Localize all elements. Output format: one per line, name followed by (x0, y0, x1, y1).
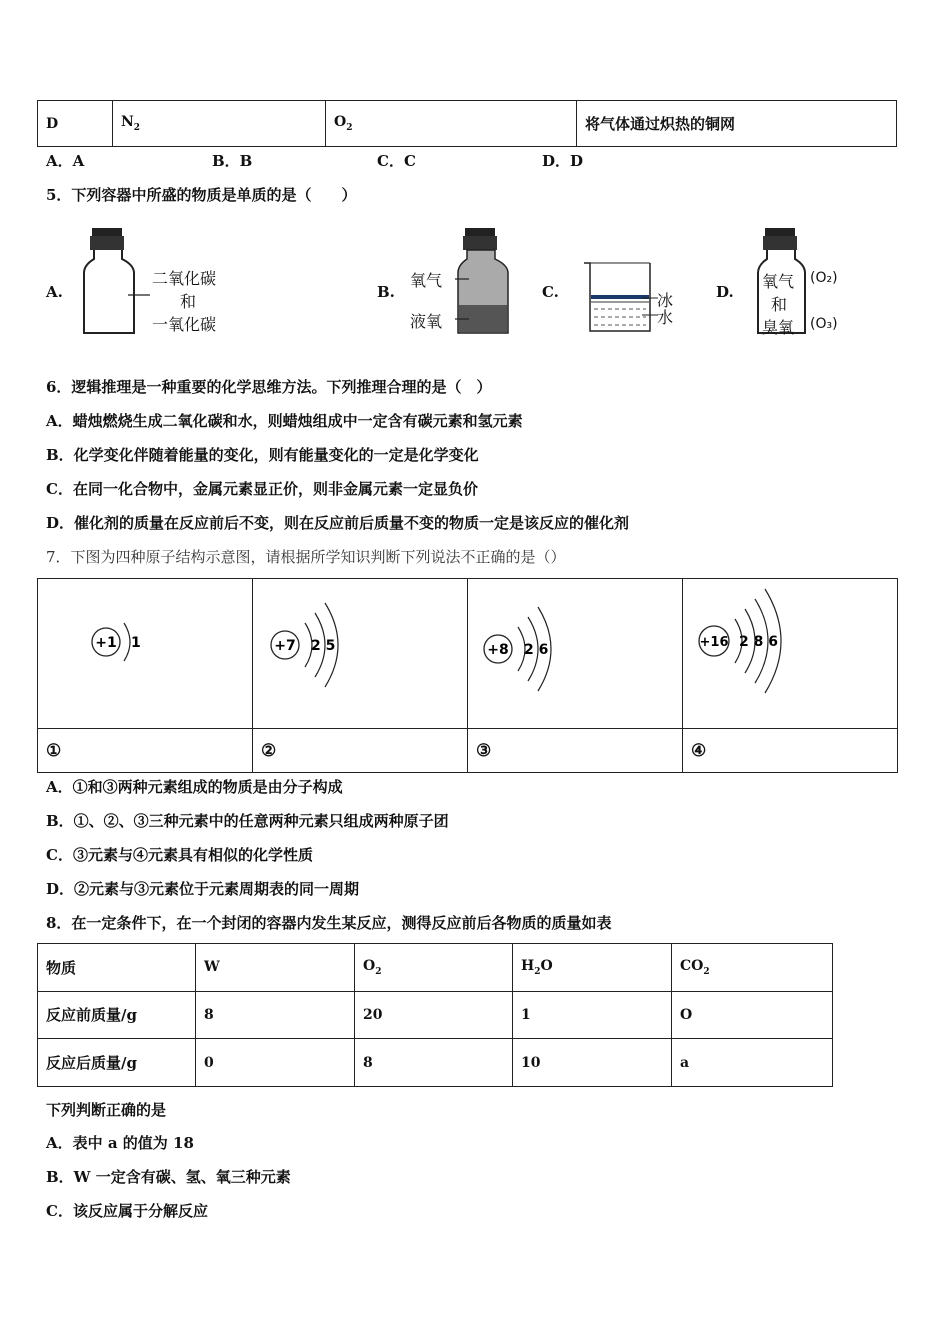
q8-cell: 10 (513, 1039, 672, 1087)
q6-option-d[interactable]: D．催化剂的质量在反应前后不变，则在反应前后质量不变的物质一定是该反应的催化剂 (46, 514, 630, 532)
q5-d-label-1: 氧气 (762, 272, 795, 291)
q8-header-w: W (196, 944, 355, 992)
q7-atom-cell-1 (38, 579, 253, 729)
q5-option-b[interactable]: B. (377, 283, 395, 301)
q8-cell: 20 (355, 991, 513, 1039)
q5-option-c[interactable]: C. (542, 283, 559, 301)
q5-a-label-2: 和 (180, 292, 197, 311)
q8-header-h2o: $H_2O$ (513, 944, 672, 992)
top-table (37, 100, 897, 147)
q5-a-label-3: 一氧化碳 (152, 315, 217, 334)
q4-option-c[interactable]: C．C (377, 152, 416, 170)
q7-atom-table (37, 578, 898, 773)
q4-option-b[interactable]: B．B (212, 152, 253, 170)
q4-option-d[interactable]: D．D (542, 152, 584, 170)
q6-stem: 6．逻辑推理是一种重要的化学思维方法。下列推理合理的是（ ） (46, 378, 492, 396)
q7-atom-4-diagram (683, 579, 897, 724)
q8-row-after (38, 1039, 833, 1087)
q8-stem: 8．在一定条件下，在一个封闭的容器内发生某反应，测得反应前后各物质的质量如表 (46, 914, 612, 932)
q5-beaker-c-figure (580, 255, 660, 335)
q8-mass-table (37, 943, 833, 1087)
q7-atom-2-shells: 2 5 (311, 638, 336, 654)
q5-option-a[interactable]: A. (46, 283, 63, 301)
q7-atom-3-diagram (468, 579, 682, 724)
q7-option-b[interactable]: B．①、②、③三种元素中的任意两种元素只组成两种原子团 (46, 812, 449, 830)
q8-header-co2: $CO_2$ (672, 944, 833, 992)
q5-option-d[interactable]: D. (716, 283, 734, 301)
q7-atom-2-diagram (253, 579, 467, 724)
q7-label-1: ① (38, 729, 253, 773)
q7-atom-cell-3 (468, 579, 683, 729)
q8-cell: 反应前质量/g (38, 991, 196, 1039)
q8-cell: 反应后质量/g (38, 1039, 196, 1087)
q7-atom-cell-2 (253, 579, 468, 729)
q7-atom-cell-4 (683, 579, 898, 729)
top-table-substance: $N_2$ (113, 101, 326, 147)
q5-c-label-ice: 冰 (657, 291, 674, 310)
q8-cell: O (672, 991, 833, 1039)
q8-cell: 8 (355, 1039, 513, 1087)
q7-atom-2-nucleus: +7 (274, 638, 296, 654)
q5-c-label-water: 水 (657, 308, 674, 327)
q5-d-formula-1: (O₂) (810, 270, 838, 286)
q8-row-before (38, 991, 833, 1039)
q7-option-c[interactable]: C．③元素与④元素具有相似的化学性质 (46, 846, 313, 864)
q5-a-label-1: 二氧化碳 (152, 269, 217, 288)
q8-header-substance: 物质 (38, 944, 196, 992)
q5-b-label-oxygen: 氧气 (410, 271, 443, 290)
top-table-method: 将气体通过炽热的铜网 (577, 101, 897, 147)
q7-atom-4-nucleus: +16 (699, 635, 729, 650)
q8-follow-text: 下列判断正确的是 (46, 1101, 167, 1119)
q8-cell: 8 (196, 991, 355, 1039)
q7-atom-4-shells: 2 8 6 (739, 634, 778, 650)
q7-label-3: ③ (468, 729, 683, 773)
q8-header-row (38, 944, 833, 992)
q7-atom-1-diagram (38, 579, 252, 724)
q8-cell: 0 (196, 1039, 355, 1087)
q5-b-label-liquid: 液氧 (410, 312, 443, 331)
q8-header-o2: $O_2$ (355, 944, 513, 992)
q7-label-4: ④ (683, 729, 898, 773)
q5-d-formula-2: (O₃) (810, 316, 838, 332)
q7-option-d[interactable]: D．②元素与③元素位于元素周期表的同一周期 (46, 880, 360, 898)
q8-option-a[interactable]: A．表中 a 的值为 18 (46, 1134, 194, 1152)
q6-option-c[interactable]: C．在同一化合物中，金属元素显正价，则非金属元素一定显负价 (46, 480, 478, 498)
q7-option-a[interactable]: A．①和③两种元素组成的物质是由分子构成 (46, 778, 343, 796)
q5-bottle-b-figure (455, 225, 515, 337)
q5-d-label-2: 和 (771, 295, 788, 314)
top-table-impurity: $O_2$ (326, 101, 577, 147)
q7-label-2: ② (253, 729, 468, 773)
q7-atom-1-nucleus: +1 (95, 635, 117, 651)
q5-d-label-3: 臭氧 (762, 318, 795, 337)
top-table-letter: D (38, 101, 113, 147)
q6-option-b[interactable]: B．化学变化伴随着能量的变化，则有能量变化的一定是化学变化 (46, 446, 479, 464)
q7-atom-3-shells: 2 6 (524, 642, 549, 658)
q7-atom-1-shells: 1 (131, 635, 141, 651)
q8-cell: a (672, 1039, 833, 1087)
q8-option-c[interactable]: C．该反应属于分解反应 (46, 1202, 208, 1220)
q7-atom-3-nucleus: +8 (487, 642, 509, 658)
q8-cell: 1 (513, 991, 672, 1039)
q5-stem: 5．下列容器中所盛的物质是单质的是（ ） (46, 186, 357, 204)
q4-option-a[interactable]: A．A (46, 152, 85, 170)
q8-option-b[interactable]: B．W 一定含有碳、氢、氧三种元素 (46, 1168, 291, 1186)
q7-stem: 7．下图为四种原子结构示意图，请根据所学知识判断下列说法不正确的是（） (46, 548, 566, 566)
q6-option-a[interactable]: A．蜡烛燃烧生成二氧化碳和水，则蜡烛组成中一定含有碳元素和氢元素 (46, 412, 523, 430)
